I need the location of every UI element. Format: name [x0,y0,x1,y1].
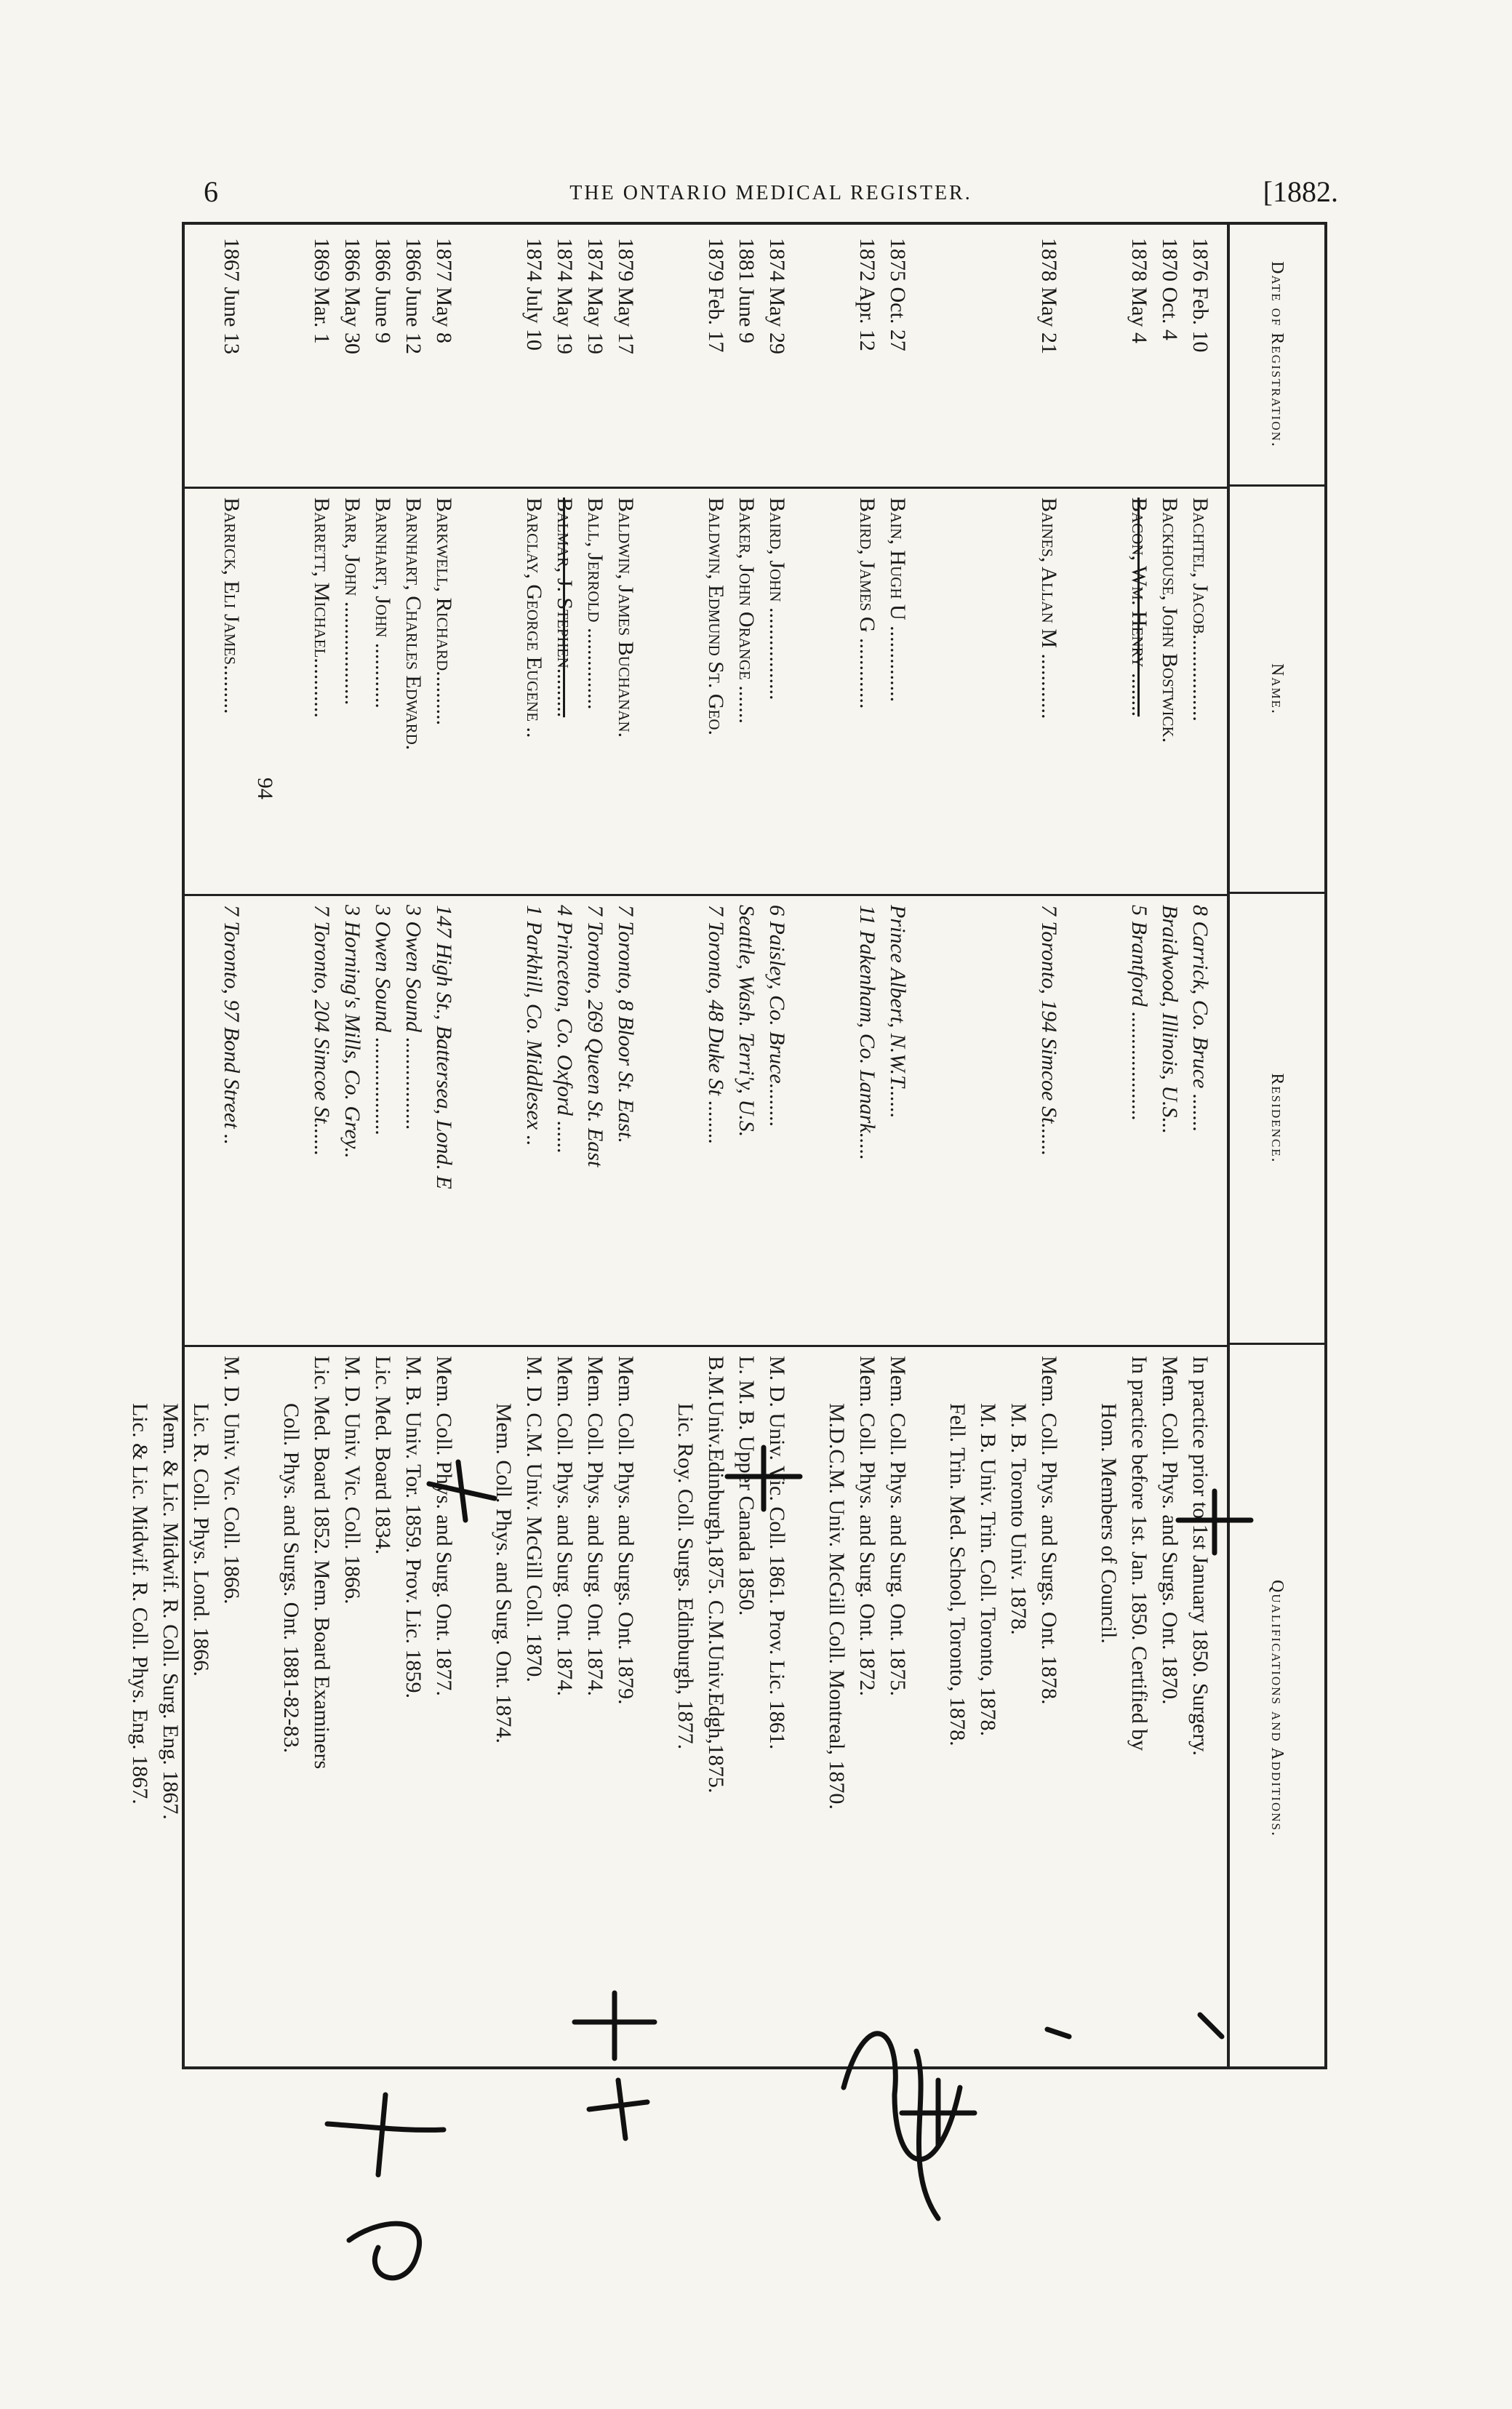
register-row [761,225,792,2066]
register-cell-qualifications: Mem. Coll. Phys. and Surgs. Ont. 1879. [614,1356,638,1705]
register-cell-residence: Prince Albert, N.W.T...... [886,905,910,1119]
register-cell-residence: 7 Toronto, 8 Bloor St. East. [614,905,638,1143]
running-title: THE ONTARIO MEDICAL REGISTER. [569,182,972,204]
handwritten-cross-mark [589,2080,647,2138]
register-row [276,225,306,2066]
column-header-name: Name. [1230,487,1324,894]
register-row [972,225,1003,2066]
register-cell-date: 1874 May 19 [553,238,577,354]
register-cell-qualifications: Mem. Coll. Phys. and Surg. Ont. 1875. [886,1356,910,1696]
register-cell-qualifications: Lic. R. Coll. Phys. Lond. 1866. [189,1403,213,1677]
handwritten-cross-mark [327,2124,444,2130]
register-cell-qualifications: Lic. Med. Board 1852. Mem. Board Examiners [310,1356,334,1770]
register-cell-name: Baker, John Orange ....... [735,498,759,724]
register-cell-qualifications: M. D. Univ. Vic. Coll. 1861. Prov. Lic. 1861. [765,1356,789,1750]
register-cell-qualifications: L. M. B. Upper Canada 1850. [735,1356,759,1616]
register-row [1154,225,1185,2066]
register-cell-residence: 3 Horning's Mills, Co. Grey.. [340,905,364,1159]
register-cell-name: Barclay, George Eugene .. [522,498,546,738]
register-cell-date: 1866 June 9 [371,238,395,343]
column-header-qualifications: Qualifications and Additions. [1268,1580,1287,1837]
register-row [580,225,610,2066]
register-table [128,222,1327,2069]
register-cell-date: 1866 June 12 [401,238,425,354]
register-cell-qualifications: Mem. Coll. Phys. and Surg. Ont. 1877. [432,1356,456,1696]
register-row [216,225,247,2066]
handwritten-signature-dead [349,2224,420,2278]
register-row [700,225,731,2066]
register-cell-name: Bain, Hugh U .............. [886,498,910,703]
register-cell-qualifications: Mem. & Lic. Midwif. R. Coll. Surg. Eng. 1867. [159,1403,183,1820]
register-cell-qualifications: Fell. Trin. Med. School, Toronto, 1878. [945,1403,969,1746]
register-cell-qualifications: Mem. Coll. Phys. and Surg. Ont. 1874. [583,1356,607,1696]
register-cell-residence: 3 Owen Sound .................. [371,905,395,1136]
register-cell-date: 1874 May 19 [583,238,607,354]
register-row [519,225,549,2066]
register-cell-date: 1879 Feb. 17 [704,238,728,353]
register-cell-residence: 7 Toronto, 194 Simcoe St...... [1037,905,1061,1156]
footer-number: 94 [253,778,277,799]
register-cell-qualifications: M. B. Univ. Tor. 1859. Prov. Lic. 1859. [401,1356,425,1698]
register-cell-name: Baird, James G ............. [855,498,879,709]
register-cell-residence: 1 Parkhill, Co. Middlesex .. [522,905,546,1146]
register-cell-residence: Braidwood, Illinois, U.S... [1158,905,1182,1135]
register-cell-date: 1866 May 30 [340,238,364,354]
register-cell-name: Barrett, Michael........... [310,498,334,718]
register-cell-qualifications: Mem. Coll. Phys. and Surgs. Ont. 1870. [1158,1356,1182,1705]
register-cell-qualifications: M. D. C.M. Univ. McGill Coll. 1870. [522,1356,546,1682]
register-cell-qualifications: Mem. Coll. Phys. and Surg. Ont. 1874. [553,1356,577,1696]
register-row [337,225,367,2066]
register-cell-residence: 8 Carrick, Co. Bruce ....... [1188,905,1212,1132]
register-row [1124,225,1154,2066]
register-cell-residence: 3 Owen Sound ................. [401,905,425,1130]
register-row [610,225,641,2066]
year-mark: [1882. [1263,175,1338,208]
register-row [488,225,519,2066]
column-header-row [1227,225,1324,2066]
register-cell-name: Baird, John ................. [765,498,789,700]
register-cell-date: 1876 Feb. 10 [1188,238,1212,353]
register-row [185,225,216,2066]
register-cell-qualifications: M. D. Univ. Vic. Coll. 1866. [220,1356,244,1605]
register-cell-name: Baldwin, Edmund St. Geo. [704,498,728,735]
register-cell-date: 1870 Oct. 4 [1158,238,1182,340]
page-header [204,175,1338,218]
register-row [306,225,337,2066]
register-cell-qualifications: Hom. Members of Council. [1097,1403,1121,1644]
register-cell-residence: 5 Brantford .................... [1127,905,1151,1122]
register-cell-qualifications: Lic. Roy. Coll. Surgs. Edinburgh, 1877. [673,1403,697,1750]
register-cell-qualifications: M. D. Univ. Vic. Coll. 1866. [340,1356,364,1605]
register-row [398,225,428,2066]
column-header-date: Date of Registration. [1230,225,1324,487]
register-cell-date: 1879 May 17 [614,238,638,354]
page-number: 6 [204,175,218,208]
register-cell-qualifications: M.D.C.M. Univ. McGill Coll. Montreal, 1870. [825,1403,849,1810]
register-cell-qualifications: Lic. Med. Board 1834. [371,1356,395,1555]
register-cell-name: Bacon, Wm. Henry ........ [1127,498,1151,717]
register-row [428,225,459,2066]
register-cell-qualifications: Lic. & Lic. Midwif. R. Coll. Phys. Eng. 1867. [128,1403,152,1805]
register-cell-name: Barr, John ................... [340,498,364,706]
register-cell-name: Barrick, Eli James......... [220,498,244,714]
register-cell-date: 1872 Apr. 12 [855,238,879,351]
register-row [670,225,700,2066]
register-cell-residence: 7 Toronto, 97 Bond Street .. [220,905,244,1146]
register-row [1003,225,1033,2066]
register-cell-name: Barnhart, Charles Edward. [401,498,425,751]
register-cell-date: 1881 June 9 [735,238,759,343]
register-cell-name: Ball, Jerrold ............... [583,498,607,710]
handwritten-cross-mark [378,2095,385,2175]
register-cell-date: 1874 July 10 [522,238,546,351]
register-row [942,225,972,2066]
register-cell-residence: 4 Princeton, Co. Oxford ...... [553,905,577,1154]
register-row [367,225,398,2066]
register-cell-name: Balmar, J. Stephen......... [553,498,577,718]
register-row [124,225,155,2066]
register-cell-date: 1877 May 8 [432,238,456,343]
register-cell-residence: Seattle, Wash. Terri'y, U.S. [735,905,759,1138]
register-rows [124,225,1215,2066]
register-row [155,225,185,2066]
register-cell-qualifications: M. B. Univ. Trin. Coll. Toronto, 1878. [976,1403,1000,1736]
register-cell-residence: 147 High St., Battersea, Lond. E [432,905,456,1189]
register-cell-residence: 7 Toronto, 48 Duke St ........ [704,905,728,1145]
register-cell-qualifications: M. B. Toronto Univ. 1878. [1007,1403,1031,1635]
register-row [852,225,882,2066]
register-row [549,225,580,2066]
register-row [821,225,852,2066]
register-cell-residence: 11 Pakenham, Co. Lanark..... [855,905,879,1161]
register-cell-name: Baines, Allan M ............ [1037,498,1061,719]
register-cell-qualifications: Mem. Coll. Phys. and Surgs. Ont. 1878. [1037,1356,1061,1705]
register-cell-qualifications: Coll. Phys. and Surgs. Ont. 1881-82-83. [279,1403,303,1754]
register-row [731,225,761,2066]
register-cell-date: 1875 Oct. 27 [886,238,910,351]
register-rotated-frame [128,222,1327,2069]
register-cell-residence: 6 Paisley, Co. Bruce........ [765,905,789,1127]
column-header-residence: Residence. [1230,894,1324,1345]
register-cell-qualifications: Mem. Coll. Phys. and Surg. Ont. 1872. [855,1356,879,1696]
register-cell-name: Bachtel, Jacob................ [1188,498,1212,722]
register-row [1185,225,1215,2066]
register-cell-name: Barnhart, John ............ [371,498,395,708]
register-cell-name: Barkwell, Richard.......... [432,498,456,726]
register-cell-date: 1874 May 29 [765,238,789,354]
handwritten-stroke [916,2051,938,2218]
register-cell-date: 1878 May 21 [1037,238,1061,354]
register-row [882,225,913,2066]
register-row [1033,225,1064,2066]
register-cell-qualifications: B.M.Univ.Edinburgh,1875. C.M.Univ.Edgh,1875. [704,1356,728,1794]
register-cell-residence: 7 Toronto, 204 Simcoe St...... [310,905,334,1156]
register-cell-qualifications: In practice before 1st. Jan. 1850. Certified by [1127,1356,1151,1751]
register-cell-date: 1869 Mar. 1 [310,238,334,344]
register-cell-name: Backhouse, John Bostwick. [1158,498,1182,743]
register-row [1093,225,1124,2066]
register-cell-qualifications: In practice prior to 1st January 1850. Surgery. [1188,1356,1212,1756]
register-cell-name: Baldwin, James Buchanan. [614,498,638,738]
register-cell-date: 1878 May 4 [1127,238,1151,343]
register-cell-qualifications: Mem. Coll. Phys. and Surg. Ont. 1874. [492,1403,516,1743]
register-cell-date: 1867 June 13 [220,238,244,354]
register-cell-residence: 7 Toronto, 269 Queen St. East [583,905,607,1167]
